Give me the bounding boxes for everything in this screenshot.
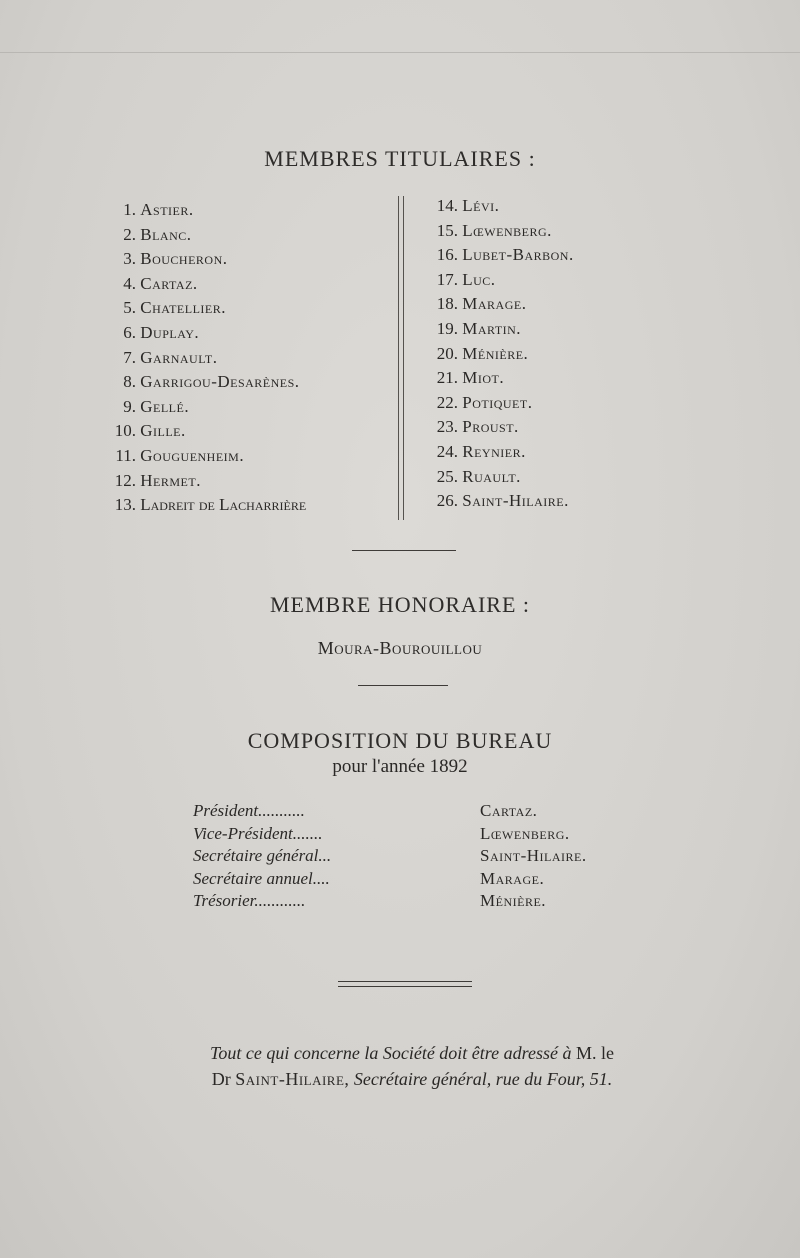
list-item: 13. Ladreit de Lacharrière [114,495,307,515]
titulaires-right-list [426,194,646,514]
titulaires-heading: MEMBRES TITULAIRES : [264,146,536,171]
list-item: 26. Saint-Hilaire. [436,491,569,511]
bureau-role: Trésorier............ [193,891,306,910]
column-divider [398,196,399,520]
section-rule [358,685,448,686]
list-item: 23. Proust. [436,417,519,437]
list-item: 11. Gouguenheim. [115,445,245,465]
bureau-role: Secrétaire général... [193,846,332,865]
footer-line-2: Dr Saint-Hilaire, Secrétaire général, rue du Four, 51. [211,1069,613,1089]
bureau-heading: COMPOSITION DU BUREAU [247,728,553,753]
column-divider [403,196,404,520]
list-item: 22. Potiquet. [436,392,533,412]
bureau-member: Saint-Hilaire. [480,846,587,865]
list-item: 18. Marage. [436,294,527,314]
list-item: 2. Blanc. [123,224,192,244]
bureau-year: pour l'année 1892 [332,756,468,777]
titulaires-left-list [106,198,396,518]
list-item: 9. Gellé. [123,396,190,416]
list-item: 3. Boucheron. [123,249,228,269]
bureau-role: Président........... [193,801,305,820]
list-item: 8. Garrigou-Desarènes. [123,372,300,392]
bureau-member: Marage. [480,868,545,888]
section-rule [352,550,456,551]
honoraire-heading: MEMBRE HONORAIRE : [269,592,530,617]
bureau-names [480,800,587,913]
list-item: 20. Ménière. [436,343,529,363]
list-item: 17. Luc. [436,269,496,289]
double-rule [338,986,472,987]
list-item: 12. Hermet. [114,470,201,490]
list-item: 6. Duplay. [123,322,200,342]
page-edge-line [0,52,800,53]
list-item: 21. Miot. [436,368,505,388]
list-item: 5. Chatellier. [123,298,226,318]
list-item: 16. Lubet-Barbon. [436,245,574,265]
list-item: 1. Astier. [123,200,194,219]
list-item: 24. Reynier. [436,441,526,461]
double-rule [338,981,472,982]
footer-note [112,1040,712,1092]
list-item: 10. Gille. [114,421,186,441]
list-item: 19. Martin. [436,318,522,338]
bureau-role: Vice-Président....... [193,823,323,843]
list-item: 7. Garnault. [123,347,218,367]
bureau-roles [193,800,331,913]
footer-line-1: Tout ce qui concerne la Société doit être adressé à M. le [210,1043,614,1063]
list-item: 15. Lœwenberg. [436,220,552,240]
list-item: 4. Cartaz. [123,273,198,293]
bureau-role: Secrétaire annuel.... [193,868,330,888]
honoraire-name: Moura-Bourouillou [317,638,483,658]
bureau-member: Cartaz. [480,801,538,820]
bureau-member: Lœwenberg. [480,823,570,843]
bureau-member: Ménière. [480,891,547,910]
list-item: 25. Ruault. [436,466,521,486]
list-item: 14. Lévi. [436,196,500,215]
